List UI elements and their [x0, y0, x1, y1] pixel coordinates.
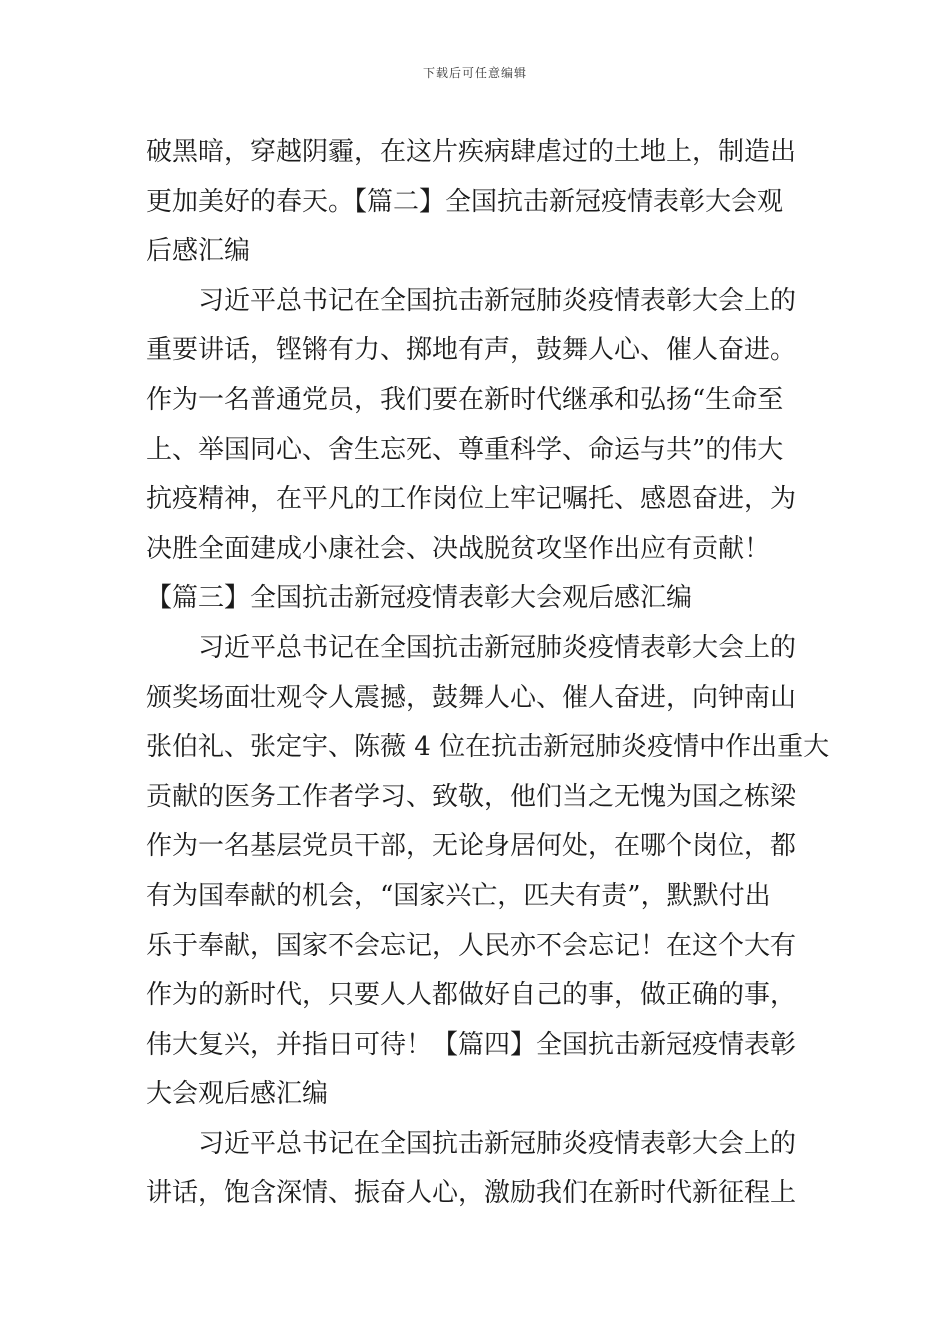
text-line: 习近平总书记在全国抗击新冠肺炎疫情表彰大会上的	[146, 285, 797, 316]
text-line: 大会观后感汇编	[146, 1079, 329, 1110]
page-header: 下载后可任意编辑	[422, 66, 527, 80]
text-line: 有为国奉献的机会，“国家兴亡，匹夫有责”，默默付出	[146, 880, 771, 911]
text-line: 讲话，饱含深情、振奋人心，激励我们在新时代新征程上	[146, 1178, 797, 1209]
text-line: 作为一名基层党员干部，无论身居何处，在哪个岗位，都	[146, 831, 797, 862]
text-line: 习近平总书记在全国抗击新冠肺炎疫情表彰大会上的	[146, 632, 797, 663]
text-line: 张伯礼、张定宇、陈薇 4 位在抗击新冠肺炎疫情中作出重大	[146, 732, 830, 763]
text-line: 习近平总书记在全国抗击新冠肺炎疫情表彰大会上的	[146, 1128, 797, 1159]
text-line: 作为的新时代，只要人人都做好自己的事，做正确的事，	[146, 980, 797, 1011]
text-line: 抗疫精神，在平凡的工作岗位上牢记嘱托、感恩奋进，为	[146, 484, 797, 515]
text-line: 伟大复兴，并指日可待！【篇四】全国抗击新冠疫情表彰	[146, 1029, 797, 1060]
text-line: 颁奖场面壮观令人震撼，鼓舞人心、催人奋进，向钟南山	[146, 682, 797, 713]
text-line: 上、举国同心、舍生忘死、尊重科学、命运与共”的伟大	[146, 434, 784, 465]
text-line: 后感汇编	[146, 236, 251, 267]
text-line: 决胜全面建成小康社会、决战脱贫攻坚作出应有贡献！	[146, 533, 771, 564]
text-line: 贡献的医务工作者学习、致敬，他们当之无愧为国之栋梁	[146, 781, 797, 812]
text-line: 破黑暗，穿越阴霾，在这片疾病肆虐过的土地上，制造出	[146, 137, 797, 167]
document-body	[146, 128, 830, 1219]
text-line: 更加美好的春天。【篇二】全国抗击新冠疫情表彰大会观	[146, 186, 784, 217]
text-line: 乐于奉献，国家不会忘记，人民亦不会忘记！在这个大有	[146, 930, 797, 961]
text-line: 重要讲话，铿锵有力、掷地有声，鼓舞人心、催人奋进。	[146, 335, 797, 366]
text-line: 作为一名普通党员，我们要在新时代继承和弘扬“生命至	[146, 384, 784, 415]
text-line: 【篇三】全国抗击新冠疫情表彰大会观后感汇编	[146, 583, 693, 614]
